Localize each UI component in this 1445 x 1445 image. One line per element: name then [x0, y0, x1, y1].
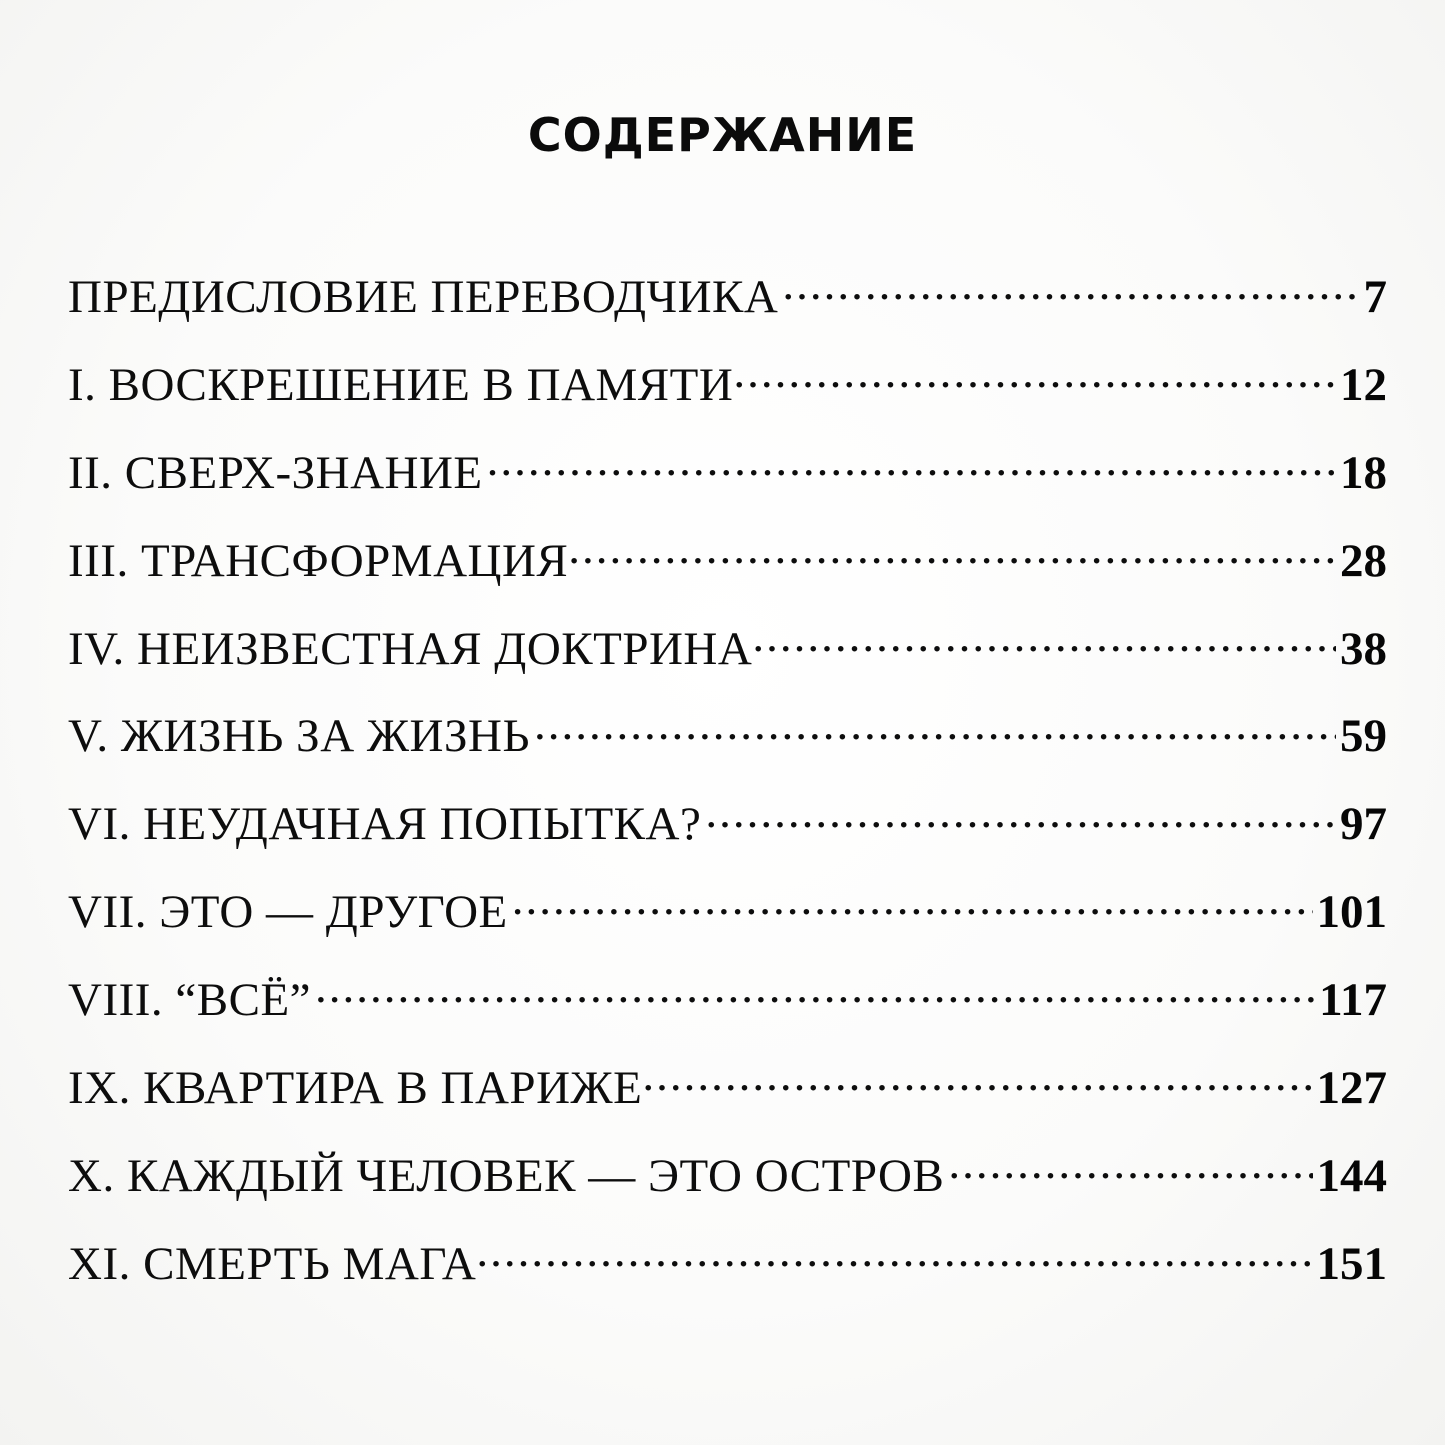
toc-entry-page-number: 12: [1340, 358, 1387, 411]
toc-leader-dots: [512, 880, 1313, 927]
toc-entry-title: X. КАЖДЫЙ ЧЕЛОВЕК — ЭТО ОСТРОВ: [68, 1149, 945, 1202]
toc-entry-title: ПРЕДИСЛОВИЕ ПЕРЕВОДЧИКА: [68, 271, 779, 323]
toc-entry-title: V. ЖИЗНЬ ЗА ЖИЗНЬ: [68, 710, 530, 763]
toc-entry-page-number: 144: [1316, 1149, 1387, 1202]
toc-entry-page-number: 18: [1340, 446, 1387, 499]
toc-entry-page-number: 28: [1340, 534, 1387, 587]
toc-entry-title: XI. СМЕРТЬ МАГА: [68, 1237, 477, 1290]
toc-entry[interactable]: [68, 1129, 1387, 1217]
toc-entry-page-number: 151: [1316, 1237, 1387, 1290]
toc-leader-dots: [487, 441, 1336, 488]
toc-leader-dots: [315, 968, 1315, 1015]
toc-entry-title: IX. КВАРТИРА В ПАРИЖЕ: [68, 1061, 643, 1114]
toc-entry-page-number: 117: [1319, 974, 1387, 1026]
toc-leader-dots: [642, 1056, 1312, 1103]
table-of-contents: [68, 250, 1387, 1305]
toc-entry[interactable]: [68, 602, 1387, 690]
toc-entry[interactable]: [68, 426, 1387, 514]
toc-entry[interactable]: [68, 338, 1387, 426]
toc-leader-dots: [733, 353, 1336, 400]
toc-leader-dots: [782, 265, 1359, 312]
toc-entry[interactable]: [68, 1217, 1387, 1305]
toc-leader-dots: [752, 617, 1336, 664]
toc-entry-page-number: 59: [1340, 710, 1387, 763]
toc-entry[interactable]: [68, 865, 1387, 953]
toc-entry-title: II. СВЕРХ-ЗНАНИЕ: [68, 446, 483, 499]
toc-entry[interactable]: [68, 689, 1387, 777]
toc-entry-page-number: 38: [1340, 622, 1387, 675]
toc-entry[interactable]: [68, 777, 1387, 865]
toc-leader-dots: [948, 1144, 1312, 1191]
toc-entry-page-number: 7: [1363, 271, 1387, 323]
toc-entry-title: VII. ЭТО — ДРУГОЕ: [68, 886, 508, 939]
toc-leader-dots: [476, 1232, 1312, 1279]
toc-entry-page-number: 127: [1316, 1061, 1387, 1114]
toc-leader-dots: [534, 704, 1336, 751]
toc-entry[interactable]: [68, 1041, 1387, 1129]
toc-entry-title: VI. НЕУДАЧНАЯ ПОПЫТКА?: [68, 798, 702, 851]
toc-entry-title: III. ТРАНСФОРМАЦИЯ: [68, 534, 569, 587]
toc-leader-dots: [568, 529, 1336, 576]
toc-entry-page-number: 101: [1316, 886, 1387, 939]
page-title: СОДЕРЖАНИЕ: [527, 108, 918, 162]
toc-entry-page-number: 97: [1340, 798, 1387, 851]
toc-entry[interactable]: [68, 514, 1387, 602]
toc-entry[interactable]: [68, 953, 1387, 1041]
toc-entry-title: I. ВОСКРЕШЕНИЕ В ПАМЯТИ: [68, 358, 734, 411]
toc-entry-title: IV. НЕИЗВЕСТНАЯ ДОКТРИНА: [68, 622, 753, 675]
toc-entry[interactable]: [68, 250, 1387, 338]
toc-leader-dots: [705, 792, 1336, 839]
toc-entry-title: VIII. “ВСЁ”: [68, 974, 312, 1026]
